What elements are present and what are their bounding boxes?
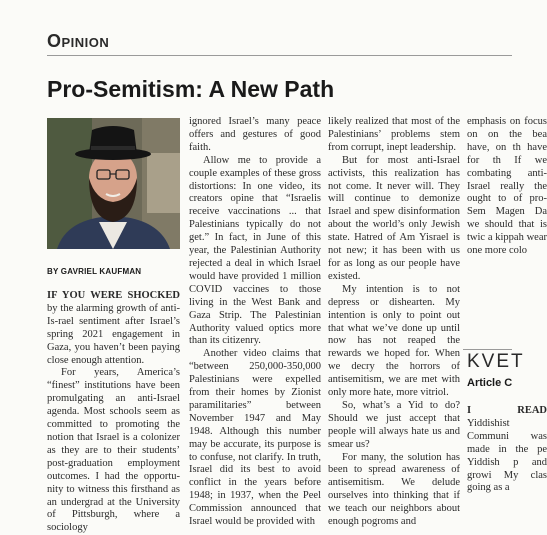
author-photo <box>47 118 180 249</box>
paragraph <box>47 290 180 367</box>
paragraph-text: Yiddishist Communi was made in the pe Yiddish p and growi My clas going as a <box>467 417 547 494</box>
section-title: Opinion <box>47 31 110 51</box>
paragraph: For many, the solution has been to spread awareness of antisemitism. We delude ourselves into thinking that if we teach our neighbors about enough pogroms and <box>328 451 460 528</box>
article-column-3 <box>328 116 460 529</box>
article-headline: Pro-Semitism: A New Path <box>47 76 335 102</box>
kvetch-column <box>467 405 547 495</box>
paragraph: For years, America’s “finest” institutions have been promulgating an anti-Israel agenda. Most schools seem as committed to promoting the notion that Israel is a colonizer as they are to their students’ post-graduation employment outcomes. I had the opportu-nity to witness this firsthand as an undergrad at the University of Pittsburgh, where a sociology <box>47 367 180 534</box>
lead-in: IF YOU WERE SHOCKED <box>47 290 180 301</box>
kvetch-section-title: KVET <box>467 351 525 372</box>
paragraph: But for most anti-Israel activists, this realization has not come. It never will. They will continue to demonize Israel and spew disinformation about the world’s only Jewish state. Hatred of Am Yisrael is not new; it has been with us for as long as our people have existed. <box>328 154 460 282</box>
kvetch-subtitle: Article C <box>467 377 513 389</box>
paragraph: Another video claims that “between 250,000-350,000 Palestinians were expelled from their homes by Zionist paramilitaries” between November 1947 and May 1948. Although this number may be accurate, its purpose is to confuse, not clarify. In truth, Israel did its best to avoid conflict in the years before 1948; in 1937, when the Peel Commission announced that Israel would be provided with <box>189 348 321 528</box>
article-column-4-cropped <box>467 116 547 258</box>
paragraph: My intention is to not depress or dishearten. My intention is only to point out that what we’ve done up until now has not reaped the rewards we hoped for. When we decry the horrors of antisemitism, we are met with only more hate, more vitriol. <box>328 283 460 399</box>
paragraph-text: by the alarming growth of anti-Is-rael sentiment after Israel’s spring 2021 engagement in Gaza, you haven’t been paying close enough attention. <box>47 302 180 366</box>
paragraph: Allow me to provide a couple examples of these gross distortions: In one video, its creators opine that “Israelis receive vaccinations ... that Palestinians typically do not get.” In fact, in June of this year, the Palestinian Authority rejected a deal in which Israel would have provided 1 million COVID vaccines to those living in the West Bank and Gaza Strip. The Palestinian Authority valued optics more than its citizenry. <box>189 154 321 347</box>
paragraph <box>467 405 547 495</box>
article-column-2 <box>189 116 321 529</box>
paragraph: ignored Israel’s many peace offers and gestures of good faith. <box>189 116 321 153</box>
lead-in: I READ <box>467 405 547 416</box>
kvetch-rule <box>463 349 512 350</box>
article-column-1 <box>47 290 180 535</box>
author-byline: BY GAVRIEL KAUFMAN <box>47 267 142 276</box>
paragraph: emphasis on focus on on the bea have, on th have for th If we combating anti-Israel really the ought to of pro-Sem Magen Da we should that is twic a kippah wear one more colo <box>467 116 547 257</box>
paragraph: likely realized that most of the Palestinians’ problems stem from corrupt, inept leadership. <box>328 116 460 153</box>
section-rule <box>47 55 512 56</box>
paragraph: So, what’s a Yid to do? Should we just accept that people will always hate us and smear us? <box>328 399 460 450</box>
